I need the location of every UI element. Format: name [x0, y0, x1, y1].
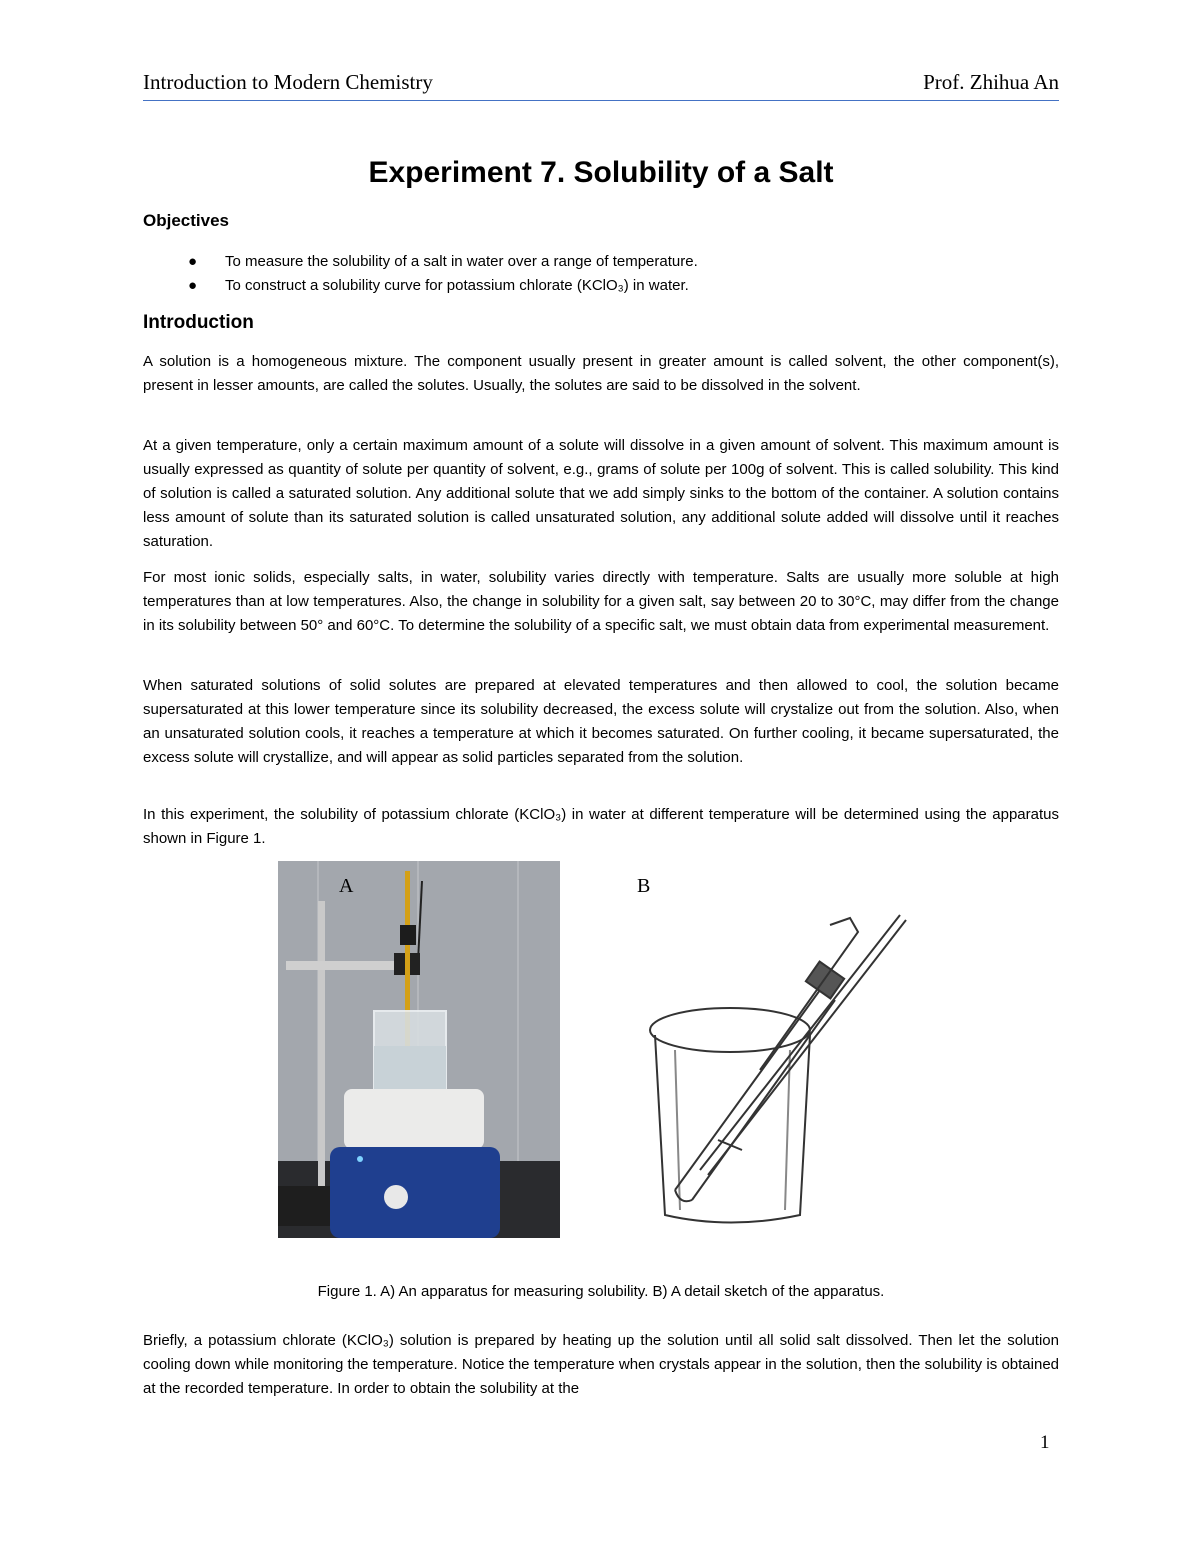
intro-paragraph-1: A solution is a homogeneous mixture. The component usually present in greater amount is called solvent, the other component(s), present in lesser amounts, are called the solutes. Usually, the solutes are said to be dissolved in the solvent.	[143, 353, 1059, 394]
figure-caption: Figure 1. A) An apparatus for measuring solubility. B) A detail sketch of the apparatus.	[317, 1283, 885, 1300]
intro-paragraph-3: For most ionic solids, especially salts, in water, solubility varies directly with temperature. Salts are usually more soluble at high temperatures than at low temperatures. Also, the change in solubility for a given salt, say between 20 to 30°C, may differ from the change in its solubility between 50° and 60°C. To determine the solubility of a specific salt, we must obtain data from experimental measurement.	[143, 569, 1059, 634]
intro-paragraph-2: At a given temperature, only a certain maximum amount of a solute will dissolve in a given amount of solvent. This maximum amount is usually expressed as quantity of solute per quantity of solvent, e.g., grams of solute per 100g of solvent. This is called solubility. This kind of solution is called a saturated solution. Any additional solute that we add simply sinks to the bottom of the container. A solution contains less amount of solute than its saturated solution is called unsaturated solution, any additional solute added will dissolve until it reaches saturation.	[143, 437, 1059, 550]
apparatus-photo-drawing	[278, 861, 560, 1238]
intro-paragraph-5: In this experiment, the solubility of potassium chlorate (KClO₃) in water at different temperature will be determined using the apparatus shown in Figure 1.	[143, 806, 1059, 847]
bullet-icon: ●	[188, 277, 198, 294]
figure-label-a: A	[339, 875, 354, 897]
apparatus-sketch-drawing	[630, 870, 920, 1240]
course-title: Introduction to Modern Chemistry	[143, 70, 433, 94]
closing-paragraph: Briefly, a potassium chlorate (KClO₃) solution is prepared by heating up the solution until all solid salt dissolved. Then let the solution cooling down while monitoring the temperature. Notice the temperature when crystals appear in the solution, then the solubility is obtained at the recorded temperature. In order to obtain the solubility at the	[143, 1332, 1059, 1397]
objectives-heading: Objectives	[143, 211, 229, 230]
page-number: 1	[1040, 1432, 1050, 1453]
page-header	[143, 70, 1059, 101]
bullet-icon: ●	[188, 253, 198, 270]
list-item: ● To construct a solubility curve for potassium chlorate (KClO₃) in water.	[143, 274, 1059, 298]
instructor-name: Prof. Zhihua An	[923, 70, 1059, 94]
document-title: Experiment 7. Solubility of a Salt	[368, 156, 834, 189]
intro-paragraph-4: When saturated solutions of solid solutes are prepared at elevated temperatures and then allowed to cool, the solution became supersaturated at this lower temperature since its solubility decreased, the excess solute will crystalize out from the solution. Also, when an unsaturated solution cools, it reaches a temperature at which it becomes saturated. On further cooling, it became supersaturated, the excess solute will crystallize, and will appear as solid particles separated from the solution.	[143, 677, 1059, 766]
objectives-list	[143, 250, 1059, 298]
apparatus-sketch	[630, 870, 920, 1240]
apparatus-photo	[278, 861, 560, 1238]
list-item: ● To measure the solubility of a salt in water over a range of temperature.	[143, 250, 1059, 274]
introduction-heading: Introduction	[143, 312, 254, 333]
figure-label-b: B	[637, 875, 651, 897]
